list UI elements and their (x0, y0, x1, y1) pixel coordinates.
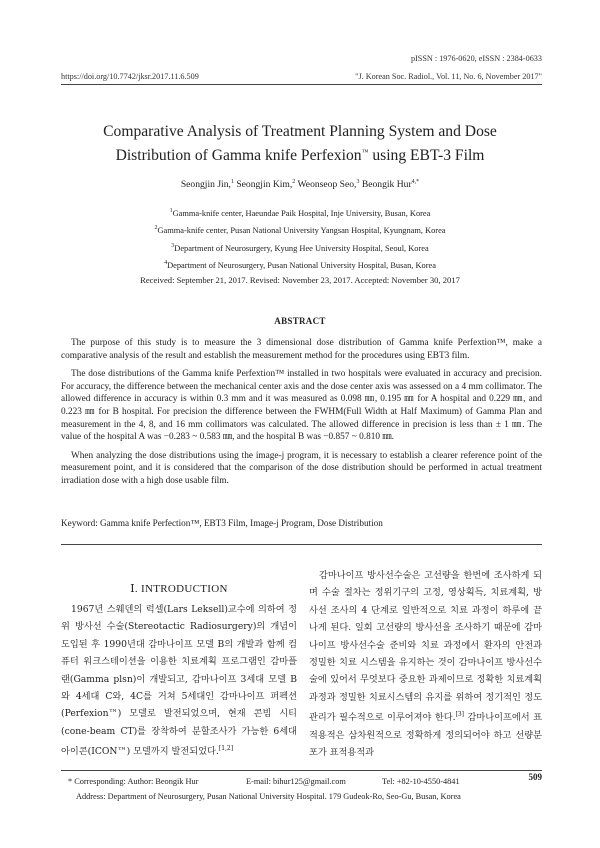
abstract-paragraph: The dose distributions of the Gamma knife Perfextion™ installed in two hospitals were evaluated in accuracy and precision. For accuracy, the difference between the mechanical center axis and the dose center axis was assessed on a 4 mm collimator. The allowed difference in accuracy is within 0.3 mm and it was measured as 0.098 ㎜, 0.195 ㎜ for A hospital and 0.229 ㎜, and 0.223 ㎜ for B hospital. For precision the difference between the FWHM(Full Width at Half Maximum) of Gamma Plan and measurement in the 4, 8, and 16 mm collimators was calculated. The allowed difference in precision is less than ± 1 ㎜. The value of the hospital A was −0.283 ~ 0.583 ㎜, and the hospital B was −0.857 ~ 0.810 ㎜. (61, 369, 542, 443)
author: Weonseop Seo,$^3$ (295, 179, 360, 191)
author: Seongjin Kim,$^2$ (233, 179, 296, 191)
affiliation: $^4$Department of Neurosurgery, Pusan National University Hospital, Busan, Korea (164, 259, 436, 270)
title-line-1: Comparative Analysis of Treatment Planning System and Dose (103, 123, 497, 140)
intro-text: 감마나이프 방사선수술은 고선량을 한번에 조사하게 되며 수술 절차는 정위기구의 고정, 영상획득, 치료계획, 방사선 조사의 4 단계로 일반적으로 치료 과정이 하루에 끝나게 된다. 일회 고선량의 방사선을 조사하기 때문에 감마나이프 방사선수술 준비와 치료 과정에서 환자의 안전과 정밀한 치료 시스템을 유지하는 것이 감마나이프 방사선수술에 있어서 무엇보다 중요한 과제이므로 정확한 치료계획 과정과 정밀한 치료시스템의 유지를 위하여 정기적인 정도관리가 필수적으로 이루어져야 한다. (309, 570, 542, 724)
affiliation: $^2$Gamma-knife center, Pusan National University Yangsan Hospital, Kyungnam, Korea (154, 225, 446, 236)
intro-right-column (309, 567, 542, 762)
trademark-mark: ™ (361, 148, 369, 156)
title-line-2b: using EBT-3 Film (368, 147, 485, 165)
issn-line: pISSN : 1976-0620, eISSN : 2384-0633 (410, 54, 542, 63)
telephone: Tel: +82-10-4550-4841 (382, 777, 460, 786)
intro-text: 감마나이프에서 표적용적은 삼차원적으로 정확하게 정의되어야 하고 선량분포가 표적용적과 (309, 712, 542, 759)
author: Beongik Hur$^{4,*}$ (359, 179, 420, 191)
abstract-paragraph: When analyzing the dose distributions using the image-j program, it is necessary to establish a clearer reference point of the measurement point, and it is considered that the comparison of the dose distribution should be performed in actual treatment irradiation dose with a high dose usable film. (61, 450, 542, 486)
paper-title (0, 121, 600, 166)
intro-left-column (61, 601, 297, 761)
email[interactable]: E-mail: bihur125@gmail.com (246, 777, 346, 786)
citation: [1,2] (218, 745, 234, 753)
header-rule (61, 84, 542, 85)
address: Address: Department of Neurosurgery, Pusan National University Hospital. 179 Gudeok-Ro, Seo-Gu, Busan, Korea (76, 792, 461, 801)
section-heading: Ⅰ. INTRODUCTION (130, 583, 228, 595)
citation: [3] (455, 711, 465, 719)
page-number: 509 (528, 772, 542, 782)
abstract-paragraph: The purpose of this study is to measure the 3 dimensional dose distribution of Gamma knife Perfextion™, make a comparative analysis of the result and establish the measurement method for the procedures using EBT3 film. (61, 338, 542, 361)
abstract-rule (61, 544, 542, 545)
intro-text: 1967년 스웨덴의 럭셀(Lars Leksell)교수에 의하여 정위 방사선 수술(Stereotactic Radiosurgery)의 개념이 도입된 후 1990년대 감마나이프 모델 B의 개발과 함께 컴퓨터 워크스테이션을 이용한 치료계획 프로그램인 감마플랜(Gamma plsn)이 개발되고, 감마나이프 3세대 모델 B와 4세대 C와, 4C를 거쳐 5세대인 감마나이프 퍼펙션(Perfexion™) 모델로 발전되었으며, 현재 콘빔 시티(cone-beam CT)를 장착하여 분할조사가 가능한 6세대 아이콘(ICON™) 모델까지 발전되었다. (61, 604, 297, 758)
author: Seongjin Jin,$^1$ (180, 179, 234, 191)
affiliation: $^1$Gamma-knife center, Haeundae Paik Hospital, Inje University, Busan, Korea (169, 208, 431, 218)
footer-rule (61, 770, 542, 771)
journal-citation: "J. Korean Soc. Radiol., Vol. 11, No. 6, November 2017" (355, 72, 542, 81)
abstract-heading: ABSTRACT (274, 316, 326, 326)
corresponding-author: * Corresponding: Author: Beongik Hur (68, 777, 199, 786)
received-dates: Received: September 21, 2017. Revised: November 23, 2017. Accepted: November 30, 2017 (140, 275, 460, 285)
title-line-2a: Distribution of Gamma knife Perfexion (115, 147, 362, 165)
doi-link[interactable]: https://doi.org/10.7742/jksr.2017.11.6.509 (61, 72, 199, 81)
affiliation-list (0, 204, 600, 273)
affiliation: $^3$Department of Neurosurgery, Kyung Hee University Hospital, Seoul, Korea (171, 242, 429, 253)
abstract-body (61, 337, 542, 494)
keywords: Keyword: Gamma knife Perfection™, EBT3 Film, Image-j Program, Dose Distribution (61, 518, 383, 528)
author-list (0, 179, 600, 190)
title-line-2 (0, 142, 600, 166)
